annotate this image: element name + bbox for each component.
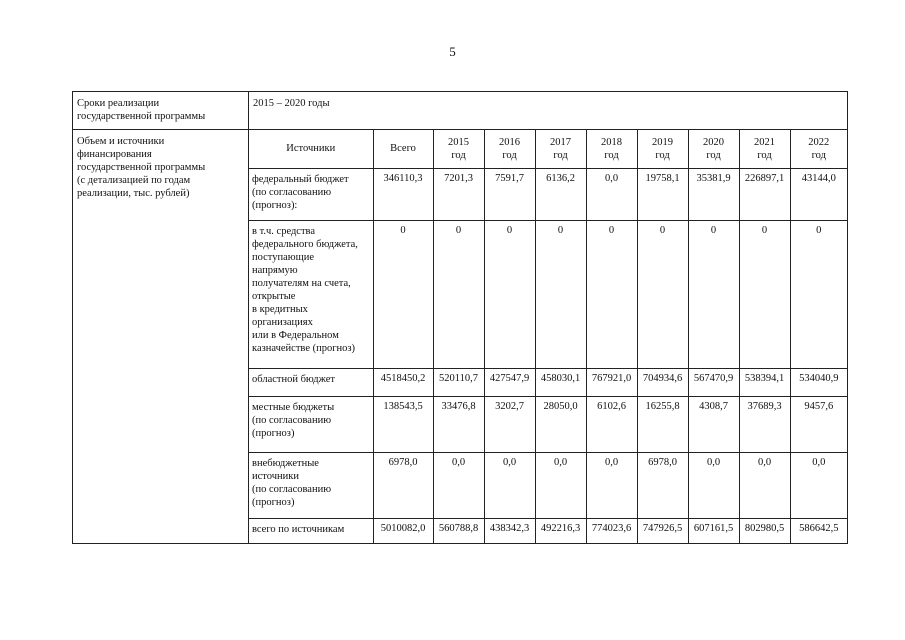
funding-year-value: 0 (586, 220, 637, 368)
funding-year-value: 0,0 (688, 452, 739, 518)
header-year-number: 2022 (808, 136, 830, 148)
funding-source-row (249, 368, 847, 396)
funding-year-value: 9457,6 (790, 396, 847, 452)
funding-total-value: 5010082,0 (373, 518, 433, 543)
header-year-number: 2017 (550, 136, 571, 148)
funding-source-name: федеральный бюджет (по согласованию (прогноз): (249, 168, 373, 220)
funding-source-row (249, 396, 847, 452)
header-year-word: год (655, 149, 670, 161)
funding-year-value: 6978,0 (637, 452, 688, 518)
funding-year-value: 560788,8 (433, 518, 484, 543)
header-year-word: год (811, 149, 826, 161)
page-number: 5 (449, 44, 456, 59)
funding-year-value: 438342,3 (484, 518, 535, 543)
funding-year-value: 0,0 (535, 452, 586, 518)
funding-year-value: 43144,0 (790, 168, 847, 220)
funding-total-value: 346110,3 (373, 168, 433, 220)
period-label (73, 92, 249, 130)
funding-year-value: 0,0 (790, 452, 847, 518)
header-year-word: год (757, 149, 772, 161)
funding-total-value: 6978,0 (373, 452, 433, 518)
funding-year-value: 0 (535, 220, 586, 368)
header-year-word: год (604, 149, 619, 161)
header-year (688, 130, 739, 168)
funding-source-name: областной бюджет (249, 368, 373, 396)
funding-year-value: 0,0 (739, 452, 790, 518)
funding-year-value: 0 (688, 220, 739, 368)
passport-table (72, 91, 848, 544)
header-year-number: 2019 (652, 136, 673, 148)
funding-source-name: местные бюджеты (по согласованию (прогноз) (249, 396, 373, 452)
funding-year-value: 0 (433, 220, 484, 368)
funding-year-value: 534040,9 (790, 368, 847, 396)
header-year (790, 130, 847, 168)
funding-year-value: 774023,6 (586, 518, 637, 543)
funding-year-value: 802980,5 (739, 518, 790, 543)
period-value (249, 92, 848, 130)
funding-year-value: 28050,0 (535, 396, 586, 452)
funding-year-value: 0 (484, 220, 535, 368)
funding-year-value: 37689,3 (739, 396, 790, 452)
funding-year-value: 747926,5 (637, 518, 688, 543)
funding-year-value: 492216,3 (535, 518, 586, 543)
header-year-word: год (706, 149, 721, 161)
funding-total-value: 4518450,2 (373, 368, 433, 396)
header-year-word: год (451, 149, 466, 161)
period-label-text: Сроки реализации государственной программы (77, 98, 206, 122)
funding-source-row (249, 452, 847, 518)
funding-total-value: 0 (373, 220, 433, 368)
header-year-word: год (502, 149, 517, 161)
funding-year-value: 0,0 (433, 452, 484, 518)
funding-label (73, 130, 249, 544)
breakdown-header-row (249, 130, 847, 168)
funding-year-value: 35381,9 (688, 168, 739, 220)
header-year-number: 2015 (448, 136, 469, 148)
funding-source-name: всего по источникам (249, 518, 373, 543)
funding-year-value: 458030,1 (535, 368, 586, 396)
header-year (484, 130, 535, 168)
funding-year-value: 0 (739, 220, 790, 368)
header-sources: Источники (249, 130, 373, 168)
period-row (73, 92, 848, 130)
funding-year-value: 226897,1 (739, 168, 790, 220)
header-year (637, 130, 688, 168)
funding-breakdown-table (249, 130, 847, 543)
funding-year-value: 6102,6 (586, 396, 637, 452)
funding-year-value: 6136,2 (535, 168, 586, 220)
funding-year-value: 607161,5 (688, 518, 739, 543)
funding-year-value: 0,0 (484, 452, 535, 518)
funding-source-row (249, 168, 847, 220)
header-year-number: 2021 (754, 136, 775, 148)
funding-row (73, 130, 848, 544)
header-year-number: 2020 (703, 136, 724, 148)
header-total: Всего (373, 130, 433, 168)
funding-year-value: 704934,6 (637, 368, 688, 396)
funding-year-value: 7591,7 (484, 168, 535, 220)
funding-year-value: 586642,5 (790, 518, 847, 543)
funding-year-value: 19758,1 (637, 168, 688, 220)
funding-year-value: 33476,8 (433, 396, 484, 452)
funding-year-value: 567470,9 (688, 368, 739, 396)
funding-source-row (249, 220, 847, 368)
funding-breakdown (249, 130, 848, 544)
funding-year-value: 0,0 (586, 168, 637, 220)
funding-source-row (249, 518, 847, 543)
funding-year-value: 767921,0 (586, 368, 637, 396)
header-year-number: 2016 (499, 136, 520, 148)
period-value-text: 2015 – 2020 годы (253, 98, 330, 109)
funding-year-value: 4308,7 (688, 396, 739, 452)
funding-year-value: 427547,9 (484, 368, 535, 396)
header-year-number: 2018 (601, 136, 622, 148)
funding-total-value: 138543,5 (373, 396, 433, 452)
funding-year-value: 7201,3 (433, 168, 484, 220)
header-year (739, 130, 790, 168)
funding-year-value: 0 (637, 220, 688, 368)
funding-source-name: внебюджетные источники (по согласованию (прогноз) (249, 452, 373, 518)
funding-year-value: 16255,8 (637, 396, 688, 452)
header-year (586, 130, 637, 168)
funding-year-value: 520110,7 (433, 368, 484, 396)
header-year (535, 130, 586, 168)
header-year (433, 130, 484, 168)
funding-source-name: в т.ч. средства федерального бюджета, поступающие напрямую получателям на счета, открытые в кредитных организациях или в Федеральном казначействе (прогноз) (249, 220, 373, 368)
header-year-word: год (553, 149, 568, 161)
funding-year-value: 3202,7 (484, 396, 535, 452)
funding-year-value: 0 (790, 220, 847, 368)
funding-year-value: 538394,1 (739, 368, 790, 396)
funding-year-value: 0,0 (586, 452, 637, 518)
funding-label-text: Объем и источники финансирования государственной программы (с детализацией по годам реализации, тыс. рублей) (77, 136, 206, 199)
